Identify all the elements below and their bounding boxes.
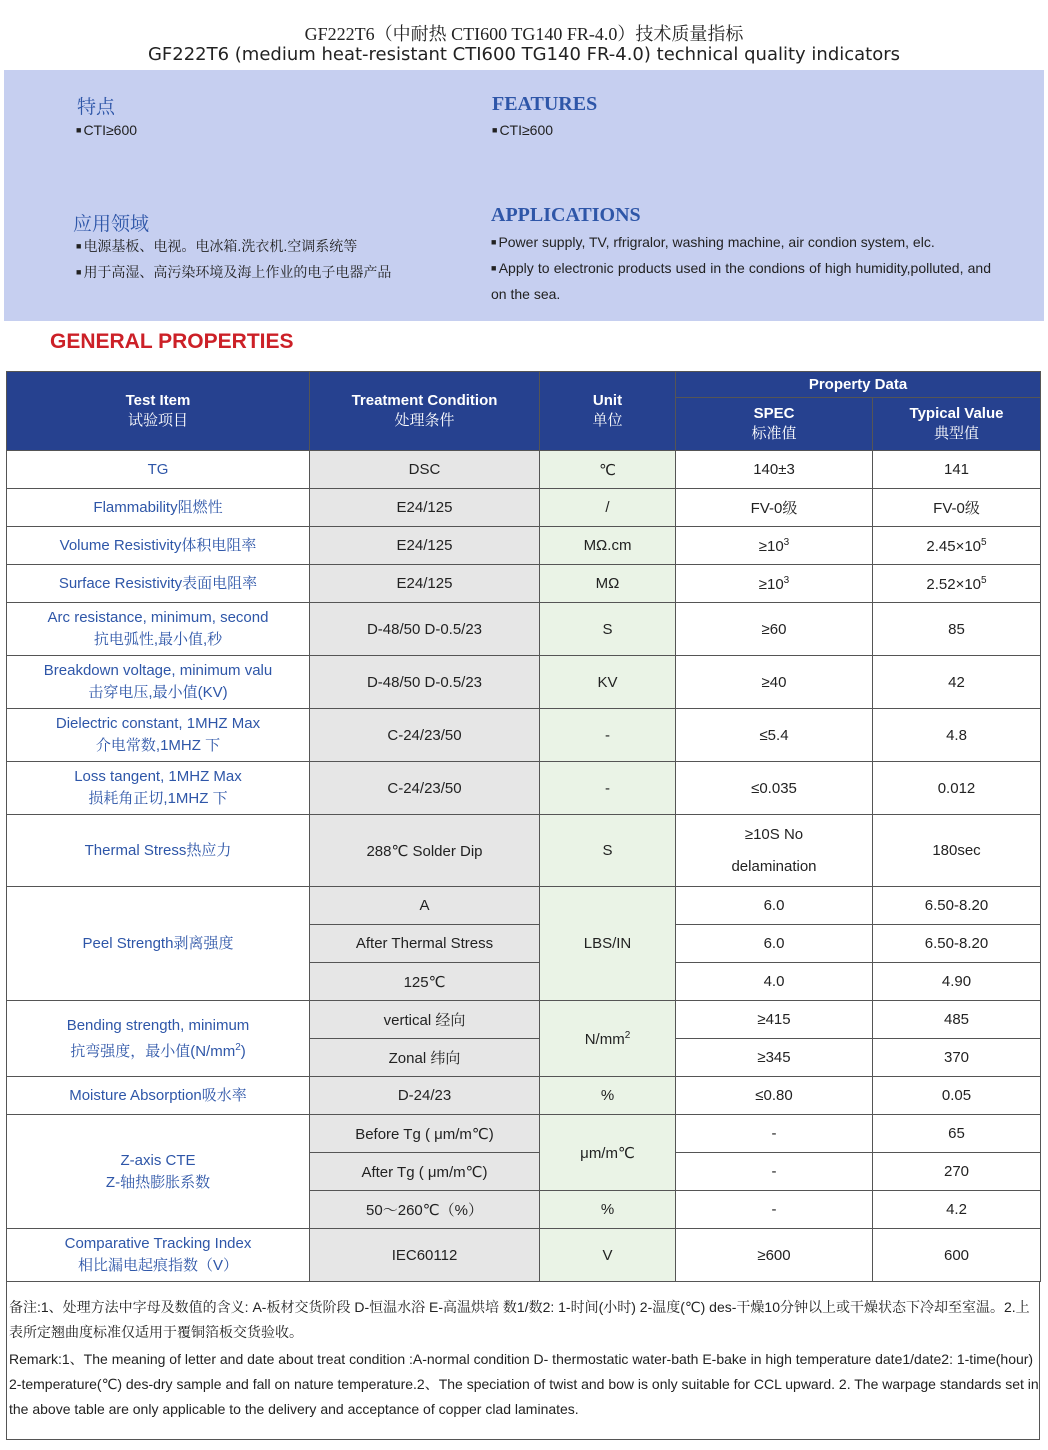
cell-item: Arc resistance, minimum, second 抗电弧性,最小值,秒 [7, 603, 310, 656]
cell-spec: 6.0 [676, 887, 873, 925]
cell-spec: - [676, 1153, 873, 1191]
cell-typical: 4.90 [873, 963, 1041, 1001]
cell-item: Surface Resistivity表面电阻率 [7, 565, 310, 603]
features-text-cn: ■ CTI≥600 [76, 117, 137, 143]
cell-condition: E24/125 [310, 489, 540, 527]
table-row [7, 1115, 1041, 1153]
header-unit: Unit 单位 [540, 372, 676, 451]
cell-typical: 270 [873, 1153, 1041, 1191]
cell-spec: ≥600 [676, 1229, 873, 1282]
table-row [7, 527, 1041, 565]
cell-unit: ℃ [540, 451, 676, 489]
applications-item-cn-1: ■ 电源基板、电视。电冰箱.洗衣机.空调系统等 [76, 233, 357, 259]
cell-spec: FV-0级 [676, 489, 873, 527]
cell-typical: 4.8 [873, 709, 1041, 762]
cell-typical: 85 [873, 603, 1041, 656]
cell-condition: DSC [310, 451, 540, 489]
cell-spec: 140±3 [676, 451, 873, 489]
cell-unit: MΩ.cm [540, 527, 676, 565]
features-heading-cn: 特点 [77, 96, 116, 118]
cell-unit: LBS/IN [540, 887, 676, 1001]
cell-condition: IEC60112 [310, 1229, 540, 1282]
cell-unit: μm/m℃ [540, 1115, 676, 1191]
note-english: Remark:1、The meaning of letter and date about treat condition :A-normal condition D- thermostatic water-bath E-bake in high temperature date1/date2: 1-time(hour) 2-temperature(℃) des-dry sample and fall on nature temperature.2、The speciation of twist and bow is only suitable for CCL upward. 2. The warpage standards set in the above table are only applicable to the delivery and acceptance of copper clad laminates. [9, 1351, 1039, 1417]
cell-item: Flammability阻燃性 [7, 489, 310, 527]
notes-box [6, 1281, 1040, 1440]
header-typical: Typical Value 典型值 [873, 398, 1041, 451]
cell-typical: $2.52\times 10^5$ [873, 565, 1041, 603]
applications-heading-cn: 应用领域 [73, 213, 150, 235]
cell-spec: ≤0.80 [676, 1077, 873, 1115]
cell-typical: 4.2 [873, 1191, 1041, 1229]
cell-spec: $\ge 10^3$ [676, 527, 873, 565]
cell-item: Moisture Absorption吸水率 [7, 1077, 310, 1115]
table-row [7, 489, 1041, 527]
cell-spec: $\ge 10^3$ [676, 565, 873, 603]
cell-typical: 141 [873, 451, 1041, 489]
properties-table [6, 371, 1041, 1282]
cell-typical: 65 [873, 1115, 1041, 1153]
cell-condition: D-48/50 D-0.5/23 [310, 603, 540, 656]
table-row [7, 1001, 1041, 1039]
cell-unit: $N/mm^2$ [540, 1001, 676, 1077]
table-row [7, 565, 1041, 603]
title-chinese: GF222T6（中耐热 CTI600 TG140 FR-4.0）技术质量指标 [304, 24, 744, 44]
cell-spec: 6.0 [676, 925, 873, 963]
cell-item: Z-axis CTE Z-轴热膨胀系数 [7, 1115, 310, 1229]
header-condition: Treatment Condition 处理条件 [310, 372, 540, 451]
cell-condition: D-24/23 [310, 1077, 540, 1115]
cell-typical: 6.50-8.20 [873, 887, 1041, 925]
table-row [7, 887, 1041, 925]
cell-spec: ≥60 [676, 603, 873, 656]
cell-unit: V [540, 1229, 676, 1282]
cell-typical: 600 [873, 1229, 1041, 1282]
cell-item: TG [7, 451, 310, 489]
cell-spec: - [676, 1115, 873, 1153]
cell-condition: vertical 经向 [310, 1001, 540, 1039]
cell-spec: - [676, 1191, 873, 1229]
table-row [7, 656, 1041, 709]
section-title: GENERAL PROPERTIES [50, 330, 294, 353]
applications-heading-en: APPLICATIONS [491, 204, 641, 226]
cell-item: Volume Resistivity体积电阻率 [7, 527, 310, 565]
table-row [7, 762, 1041, 815]
cell-spec: ≤5.4 [676, 709, 873, 762]
cell-condition: E24/125 [310, 527, 540, 565]
cell-condition: D-48/50 D-0.5/23 [310, 656, 540, 709]
applications-item-en-2: ■ Apply to electronic products used in the condions of high humidity,polluted, and on the sea. [491, 255, 991, 307]
cell-spec: ≥10S No delamination [676, 815, 873, 887]
table-row [7, 1077, 1041, 1115]
cell-typical: $2.45\times 10^5$ [873, 527, 1041, 565]
cell-spec: 4.0 [676, 963, 873, 1001]
features-heading-en: FEATURES [492, 93, 598, 115]
table-row [7, 603, 1041, 656]
applications-item-cn-2: ■ 用于高湿、高污染环境及海上作业的电子电器产品 [76, 259, 391, 285]
cell-item: Peel Strength剥离强度 [7, 887, 310, 1001]
cell-unit: % [540, 1191, 676, 1229]
cell-typical: 180sec [873, 815, 1041, 887]
cell-unit: MΩ [540, 565, 676, 603]
note-chinese: 备注:1、处理方法中字母及数值的含义: A-板材交货阶段 D-恒温水浴 E-高温烘培 数1/数2: 1-时间(小时) 2-温度(℃) des-干燥10分钟以上或干燥状态下冷却至室温。2.上表所定翘曲度标准仅适用于覆铜箔板交货验收。 [9, 1299, 1030, 1340]
cell-unit: / [540, 489, 676, 527]
cell-condition: Before Tg ( μm/m℃) [310, 1115, 540, 1153]
cell-spec: ≥40 [676, 656, 873, 709]
cell-condition: After Tg ( μm/m℃) [310, 1153, 540, 1191]
cell-condition: 125℃ [310, 963, 540, 1001]
cell-unit: KV [540, 656, 676, 709]
applications-item-en-1: ■ Power supply, TV, rfrigralor, washing machine, air condion system, elc. [491, 229, 991, 255]
cell-item: Breakdown voltage, minimum valu 击穿电压,最小值(KV) [7, 656, 310, 709]
cell-unit: - [540, 762, 676, 815]
cell-typical: 6.50-8.20 [873, 925, 1041, 963]
cell-unit: S [540, 603, 676, 656]
features-text-en: ■ CTI≥600 [492, 117, 553, 143]
header-spec: SPEC 标准值 [676, 398, 873, 451]
cell-unit: S [540, 815, 676, 887]
cell-item: Comparative Tracking Index 相比漏电起痕指数（V） [7, 1229, 310, 1282]
cell-condition: 50～260℃（%） [310, 1191, 540, 1229]
cell-typical: 0.012 [873, 762, 1041, 815]
cell-typical: 42 [873, 656, 1041, 709]
cell-item: Thermal Stress热应力 [7, 815, 310, 887]
cell-unit: % [540, 1077, 676, 1115]
cell-item: Dielectric constant, 1MHZ Max 介电常数,1MHZ 下 [7, 709, 310, 762]
header-test-item: Test Item 试验项目 [7, 372, 310, 451]
cell-typical: FV-0级 [873, 489, 1041, 527]
cell-condition: A [310, 887, 540, 925]
cell-condition: Zonal 纬向 [310, 1039, 540, 1077]
cell-spec: ≥415 [676, 1001, 873, 1039]
cell-item: Loss tangent, 1MHZ Max 损耗角正切,1MHZ 下 [7, 762, 310, 815]
cell-condition: C-24/23/50 [310, 762, 540, 815]
cell-condition: 288℃ Solder Dip [310, 815, 540, 887]
table-row [7, 1229, 1041, 1282]
cell-condition: E24/125 [310, 565, 540, 603]
header-property-data: Property Data [676, 372, 1041, 398]
cell-condition: After Thermal Stress [310, 925, 540, 963]
cell-spec: ≤0.035 [676, 762, 873, 815]
title-english: GF222T6 (medium heat-resistant CTI600 TG140 FR-4.0) technical quality indicators [147, 44, 901, 65]
table-row [7, 451, 1041, 489]
table-row [7, 709, 1041, 762]
cell-condition: C-24/23/50 [310, 709, 540, 762]
cell-spec: ≥345 [676, 1039, 873, 1077]
features-panel [4, 70, 1044, 321]
cell-typical: 485 [873, 1001, 1041, 1039]
table-row [7, 815, 1041, 887]
cell-typical: 0.05 [873, 1077, 1041, 1115]
cell-item: Bending strength, minimum 抗弯强度，最小值$(N/mm^2)$ [7, 1001, 310, 1077]
cell-typical: 370 [873, 1039, 1041, 1077]
cell-unit: - [540, 709, 676, 762]
